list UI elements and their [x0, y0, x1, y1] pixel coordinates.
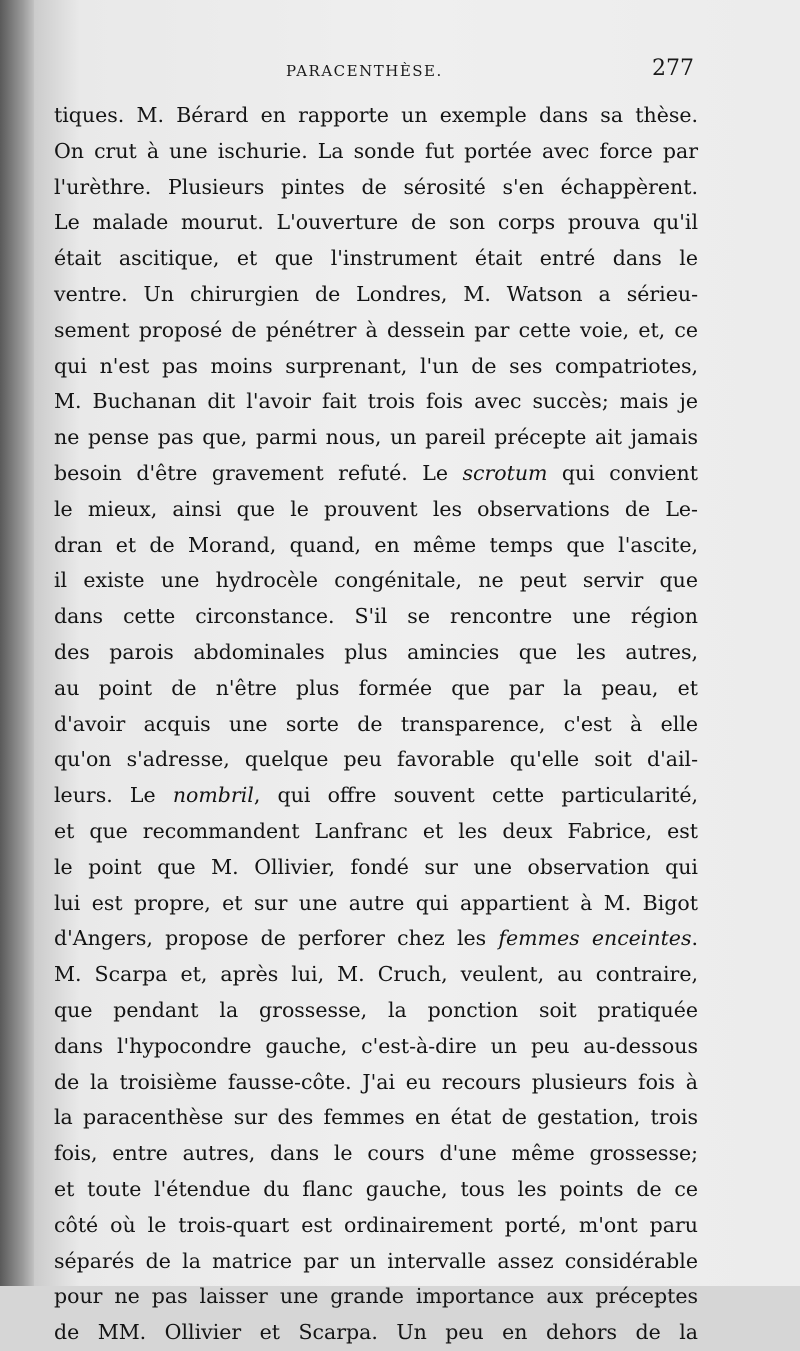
text-line: au point de n'être plus formée que par la peau, et	[54, 675, 698, 700]
body-text	[54, 98, 698, 1351]
text-line: pour ne pas laisser une grande importance aux préceptes	[54, 1284, 698, 1309]
text-line: M. Scarpa et, après lui, M. Cruch, veulent, au contraire,	[54, 962, 698, 987]
page-header	[34, 58, 800, 88]
text-line: On crut à une ischurie. La sonde fut portée avec force par	[54, 138, 698, 163]
text-line: dans l'hypocondre gauche, c'est-à-dire un peu au-dessous	[54, 1033, 698, 1058]
text-line: dran et de Morand, quand, en même temps que l'ascite,	[54, 532, 698, 557]
text-line: que pendant la grossesse, la ponction soit pratiquée	[54, 997, 698, 1022]
text-line: le point que M. Ollivier, fondé sur une observation qui	[54, 854, 698, 879]
text-line: d'Angers, propose de perforer chez les femmes enceintes.	[54, 926, 698, 951]
text-line: ne pense pas que, parmi nous, un pareil précepte ait jamais	[54, 425, 698, 450]
text-line: ventre. Un chirurgien de Londres, M. Watson a sérieu-	[54, 281, 698, 306]
text-line: était ascitique, et que l'instrument était entré dans le	[54, 246, 698, 271]
text-line: de MM. Ollivier et Scarpa. Un peu en dehors de la	[54, 1320, 698, 1345]
text-line: l'urèthre. Plusieurs pintes de sérosité s'en échappèrent.	[54, 174, 698, 199]
text-line: Le malade mourut. L'ouverture de son corps prouva qu'il	[54, 210, 698, 235]
text-line: qu'on s'adresse, quelque peu favorable qu'elle soit d'ail-	[54, 747, 698, 772]
text-line: besoin d'être gravement refuté. Le scrotum qui convient	[54, 460, 698, 485]
page-number: 277	[652, 56, 694, 81]
running-head: PARACENTHÈSE.	[286, 62, 443, 80]
page-gutter-shadow	[0, 0, 38, 1286]
text-line: le mieux, ainsi que le prouvent les observations de Le-	[54, 496, 698, 521]
book-page	[34, 0, 800, 1345]
text-line: fois, entre autres, dans le cours d'une même grossesse;	[54, 1141, 698, 1166]
text-line: côté où le trois-quart est ordinairement porté, m'ont paru	[54, 1212, 698, 1237]
text-line: leurs. Le nombril, qui offre souvent cette particularité,	[54, 783, 698, 808]
text-line: sement proposé de pénétrer à dessein par cette voie, et, ce	[54, 317, 698, 342]
text-line: et que recommandent Lanfranc et les deux Fabrice, est	[54, 818, 698, 843]
text-line: séparés de la matrice par un intervalle assez considérable	[54, 1248, 698, 1273]
text-line: dans cette circonstance. S'il se rencontre une région	[54, 604, 698, 629]
text-line: de la troisième fausse-côte. J'ai eu recours plusieurs fois à	[54, 1069, 698, 1094]
text-line: des parois abdominales plus amincies que les autres,	[54, 639, 698, 664]
text-line: M. Buchanan dit l'avoir fait trois fois avec succès; mais je	[54, 389, 698, 414]
text-line: la paracenthèse sur des femmes en état de gestation, trois	[54, 1105, 698, 1130]
text-line: il existe une hydrocèle congénitale, ne peut servir que	[54, 568, 698, 593]
text-line: lui est propre, et sur une autre qui appartient à M. Bigot	[54, 890, 698, 915]
text-line: tiques. M. Bérard en rapporte un exemple dans sa thèse.	[54, 103, 698, 127]
text-line: d'avoir acquis une sorte de transparence, c'est à elle	[54, 711, 698, 736]
text-line: et toute l'étendue du flanc gauche, tous les points de ce	[54, 1176, 698, 1201]
text-line: qui n'est pas moins surprenant, l'un de ses compatriotes,	[54, 353, 698, 378]
